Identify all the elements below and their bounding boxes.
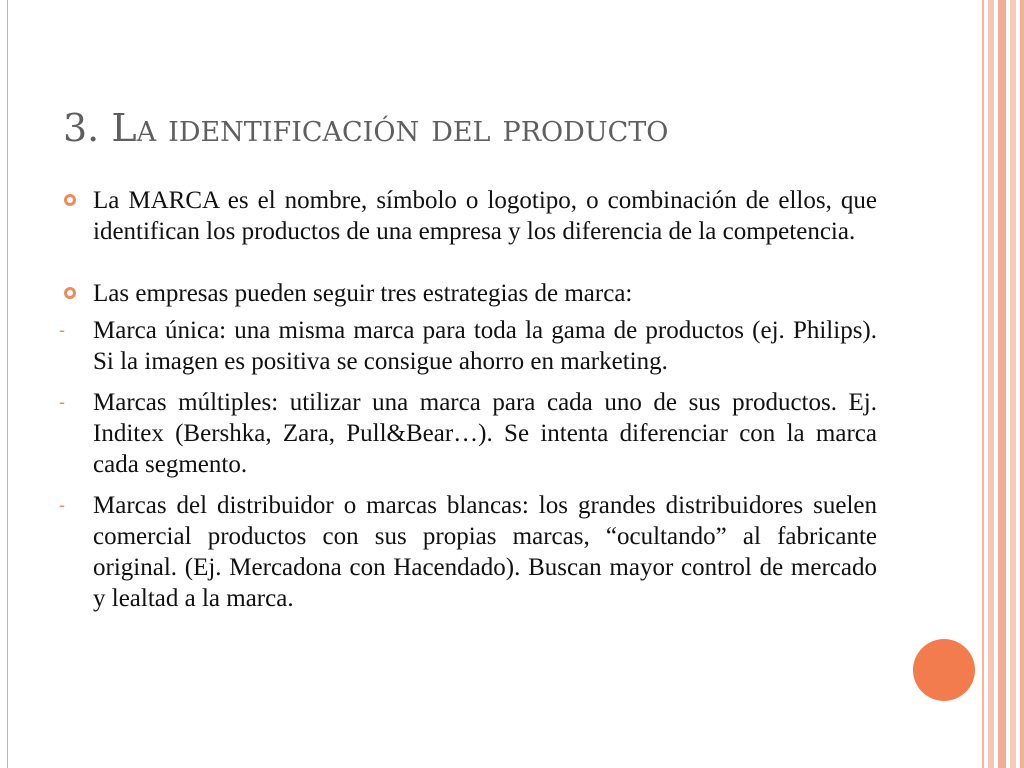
sub-bullet-item	[59, 315, 877, 377]
bullet-text: Marca única: una misma marca para toda la gama de productos (ej. Philips). Si la imagen es positiva se consigue ahorro en marketing.	[93, 317, 877, 375]
slide-body	[59, 185, 877, 614]
bullet-text: Marcas del distribuidor o marcas blancas: los grandes distribuidores suelen comercial productos con sus propias marcas, “ocultando” al fabricante original. (Ej. Mercadona con Hacendado). Buscan mayor control de mercado y lealtad a la marca.	[93, 492, 877, 612]
bullet-text: Marcas múltiples: utilizar una marca para cada uno de sus productos. Ej. Inditex (Bershka, Zara, Pull&Bear…). Se intenta diferenciar con la marca cada segmento.	[93, 389, 877, 478]
circle-bullet-icon	[64, 287, 76, 299]
stripe	[998, 0, 1006, 768]
dash-bullet-icon: -	[59, 495, 65, 515]
bullet-item	[63, 185, 877, 247]
dash-bullet-icon: -	[59, 320, 65, 340]
stripe	[1020, 0, 1024, 768]
dash-bullet-icon: -	[59, 392, 65, 412]
stripe	[988, 0, 994, 768]
sub-bullet-item	[59, 490, 877, 614]
decorative-circle	[913, 639, 975, 701]
bullet-text: Las empresas pueden seguir tres estrategias de marca:	[93, 280, 633, 307]
stripe	[982, 0, 984, 768]
sub-bullet-item	[59, 387, 877, 480]
stripe	[1010, 0, 1016, 768]
circle-bullet-icon	[64, 194, 76, 206]
decorative-stripes	[980, 0, 1024, 768]
slide-title: 3. La identificación del producto	[63, 106, 669, 150]
bullet-text: La MARCA es el nombre, símbolo o logotipo, o combinación de ellos, que identifican los productos de una empresa y los diferencia de la competencia.	[93, 187, 877, 245]
bullet-item	[63, 278, 877, 309]
frame-left-line	[7, 0, 8, 768]
